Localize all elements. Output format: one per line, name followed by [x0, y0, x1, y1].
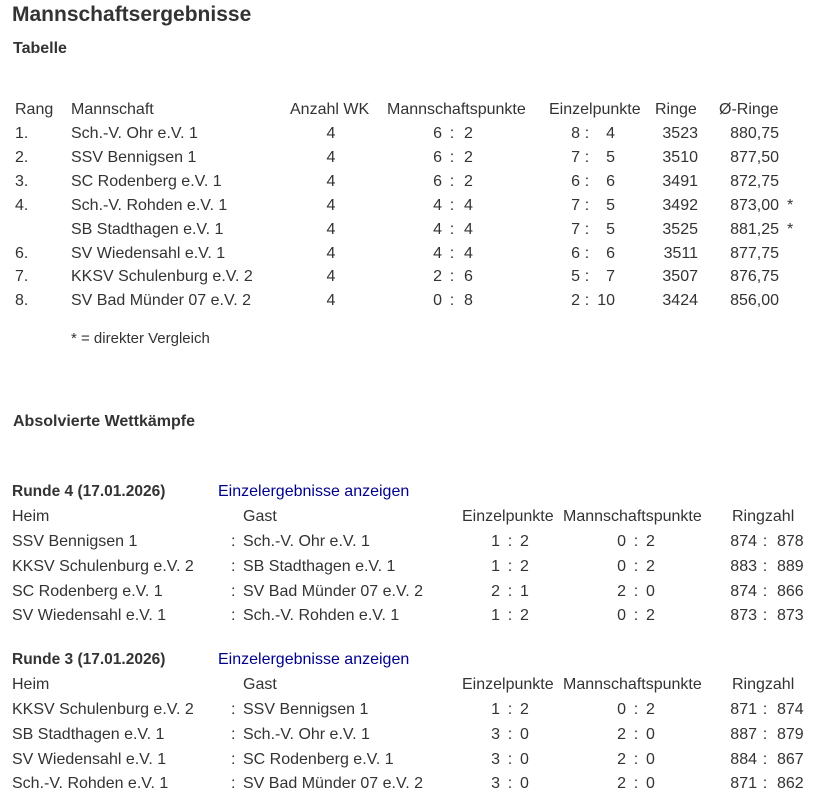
match-mp-away: 0 — [646, 775, 655, 793]
match-mp-sep: : — [633, 725, 639, 743]
standings-wk: 4 — [326, 292, 336, 310]
match-ep-home: 1 — [491, 557, 500, 575]
col-header-avg-ringe: Ø-Ringe — [719, 101, 779, 118]
standings-mp-home: 0 — [433, 292, 442, 310]
match-team-sep: : — [231, 701, 236, 718]
standings-mp-home: 6 — [433, 148, 442, 166]
standings-mp-away: 6 — [464, 268, 473, 286]
match-ep-away: 2 — [520, 607, 529, 625]
standings-ringe: 3507 — [662, 268, 698, 286]
col-header-ringzahl: Ringzahl — [732, 676, 795, 693]
standings-ep-home: 6 — [571, 244, 580, 262]
standings-mp-sep: : — [449, 125, 455, 142]
standings-team: SB Stadthagen e.V. 1 — [71, 220, 224, 238]
page-title: Mannschaftsergebnisse — [12, 3, 252, 26]
match-ep-home: 2 — [491, 582, 500, 600]
match-ep-sep: : — [507, 750, 513, 768]
standings-wk: 4 — [326, 244, 336, 262]
standings-ep-away: 7 — [606, 268, 615, 286]
standings-mp-sep: : — [449, 196, 455, 214]
match-rings-sep: : — [762, 557, 768, 575]
match-rings-away: 862 — [777, 775, 804, 793]
standings-mp-away: 4 — [464, 196, 473, 214]
standings-ep-sep: : — [584, 196, 590, 214]
standings-mark: * — [787, 220, 794, 238]
match-rings-sep: : — [762, 533, 768, 550]
standings-team: KKSV Schulenburg e.V. 2 — [71, 268, 253, 286]
match-mp-sep: : — [633, 775, 639, 793]
match-team-sep: : — [231, 533, 236, 550]
standings-wk: 4 — [326, 268, 336, 286]
match-home-team: KKSV Schulenburg e.V. 2 — [12, 701, 194, 718]
standings-team: SSV Bennigsen 1 — [71, 148, 197, 166]
standings-mp-home: 2 — [433, 268, 442, 286]
match-mp-away: 0 — [646, 582, 655, 600]
match-guest-team: SV Bad Münder 07 e.V. 2 — [243, 582, 423, 600]
table-section-title: Tabelle — [13, 40, 67, 57]
standings-ep-away: 5 — [606, 196, 615, 214]
col-header-einzelpunkte: Einzelpunkte — [462, 508, 554, 525]
match-guest-team: SB Stadthagen e.V. 1 — [243, 557, 396, 575]
match-ep-home: 1 — [491, 533, 500, 550]
match-guest-team: SC Rodenberg e.V. 1 — [243, 750, 394, 768]
standings-ep-home: 8 — [571, 125, 580, 142]
standings-team: Sch.-V. Rohden e.V. 1 — [71, 196, 228, 214]
standings-ringe: 3491 — [662, 172, 698, 190]
standings-wk: 4 — [326, 196, 336, 214]
match-guest-team: Sch.-V. Ohr e.V. 1 — [243, 533, 370, 550]
standings-ringe: 3424 — [662, 292, 698, 310]
col-header-gast: Gast — [243, 676, 277, 693]
match-rings-away: 873 — [777, 607, 804, 625]
standings-rank: 8. — [15, 292, 29, 310]
match-ep-away: 0 — [520, 750, 529, 768]
match-home-team: SB Stadthagen e.V. 1 — [12, 725, 165, 743]
match-guest-team: Sch.-V. Rohden e.V. 1 — [243, 607, 400, 625]
col-header-mannschaftspunkte: Mannschaftspunkte — [563, 508, 702, 525]
standings-wk: 4 — [326, 148, 336, 166]
standings-mp-sep: : — [449, 220, 455, 238]
match-ep-home: 3 — [491, 750, 500, 768]
match-mp-sep: : — [633, 533, 639, 550]
standings-avg-ringe: 873,00 — [730, 196, 779, 214]
completed-section-title: Absolvierte Wettkämpfe — [13, 413, 195, 430]
standings-mp-away: 4 — [464, 244, 473, 262]
col-header-mannschaftspunkte: Mannschaftspunkte — [387, 101, 526, 118]
col-header-gast: Gast — [243, 508, 277, 525]
standings-ep-home: 6 — [571, 172, 580, 190]
show-single-results-link[interactable]: Einzelergebnisse anzeigen — [218, 483, 410, 500]
match-team-sep: : — [231, 557, 236, 575]
standings-ep-sep: : — [584, 268, 590, 286]
match-ep-sep: : — [507, 701, 513, 718]
match-ep-home: 1 — [491, 607, 500, 625]
col-header-heim: Heim — [12, 508, 50, 525]
col-header-mannschaft: Mannschaft — [71, 101, 154, 118]
standings-rank: 4. — [15, 196, 29, 214]
standings-ep-away: 6 — [606, 172, 615, 190]
match-team-sep: : — [231, 582, 236, 600]
match-ep-sep: : — [507, 607, 513, 625]
standings-ep-home: 7 — [571, 148, 580, 166]
match-rings-home: 871 — [730, 775, 757, 793]
match-rings-home: 884 — [730, 750, 757, 768]
show-single-results-link[interactable]: Einzelergebnisse anzeigen — [218, 651, 410, 668]
match-ep-home: 1 — [491, 701, 500, 718]
match-mp-away: 0 — [646, 725, 655, 743]
match-ep-sep: : — [507, 582, 513, 600]
match-ep-home: 3 — [491, 775, 500, 793]
standings-ep-sep: : — [584, 220, 590, 238]
col-header-mannschaftspunkte: Mannschaftspunkte — [563, 676, 702, 693]
standings-avg-ringe: 880,75 — [730, 125, 779, 142]
match-ep-away: 1 — [520, 582, 529, 600]
standings-mp-sep: : — [449, 244, 455, 262]
standings-ringe: 3492 — [662, 196, 698, 214]
standings-mp-sep: : — [449, 148, 455, 166]
standings-wk: 4 — [326, 125, 336, 142]
match-mp-sep: : — [633, 750, 639, 768]
col-header-ringzahl: Ringzahl — [732, 508, 795, 525]
match-team-sep: : — [231, 607, 236, 625]
col-header-rang: Rang — [15, 101, 54, 118]
standings-rank: 2. — [15, 148, 29, 166]
col-header-anzahl-wk: Anzahl WK — [290, 101, 370, 118]
match-guest-team: Sch.-V. Ohr e.V. 1 — [243, 725, 370, 743]
match-home-team: SV Wiedensahl e.V. 1 — [12, 750, 167, 768]
match-mp-home: 2 — [617, 750, 626, 768]
match-mp-sep: : — [633, 607, 639, 625]
standings-ep-sep: : — [584, 125, 590, 142]
standings-wk: 4 — [326, 220, 336, 238]
col-header-einzelpunkte: Einzelpunkte — [462, 676, 554, 693]
match-mp-away: 2 — [646, 607, 655, 625]
round-title: Runde 3 (17.01.2026) — [12, 651, 166, 668]
standings-ep-home: 7 — [571, 220, 580, 238]
standings-mp-away: 2 — [464, 148, 473, 166]
round-title: Runde 4 (17.01.2026) — [12, 483, 166, 500]
standings-avg-ringe: 876,75 — [730, 268, 779, 286]
standings-team: SV Wiedensahl e.V. 1 — [71, 244, 226, 262]
standings-rank: 7. — [15, 268, 29, 286]
standings-mp-away: 8 — [464, 292, 473, 310]
standings-avg-ringe: 881,25 — [730, 220, 779, 238]
standings-mp-sep: : — [449, 292, 455, 310]
standings-mp-sep: : — [449, 172, 455, 190]
match-rings-away: 866 — [777, 582, 804, 600]
match-home-team: SC Rodenberg e.V. 1 — [12, 582, 163, 600]
standings-mp-home: 6 — [433, 125, 442, 142]
match-home-team: SSV Bennigsen 1 — [12, 533, 138, 550]
standings-team: SC Rodenberg e.V. 1 — [71, 172, 222, 190]
standings-rank: 6. — [15, 244, 29, 262]
match-rings-sep: : — [762, 775, 768, 793]
match-rings-away: 878 — [777, 533, 804, 550]
standings-ringe: 3511 — [663, 244, 698, 262]
match-mp-home: 2 — [617, 775, 626, 793]
match-rings-away: 874 — [777, 701, 804, 718]
match-home-team: KKSV Schulenburg e.V. 2 — [12, 557, 194, 575]
match-ep-away: 2 — [520, 533, 529, 550]
col-header-heim: Heim — [12, 676, 50, 693]
standings-ringe: 3523 — [662, 125, 698, 142]
standings-mp-away: 4 — [464, 220, 473, 238]
match-rings-home: 874 — [730, 533, 757, 550]
match-rings-sep: : — [762, 750, 768, 768]
standings-team: SV Bad Münder 07 e.V. 2 — [71, 292, 251, 310]
match-ep-sep: : — [507, 725, 513, 743]
standings-ep-away: 5 — [606, 220, 615, 238]
match-rings-away: 889 — [777, 557, 804, 575]
match-ep-home: 3 — [491, 725, 500, 743]
match-mp-home: 0 — [617, 557, 626, 575]
match-home-team: SV Wiedensahl e.V. 1 — [12, 607, 167, 625]
match-mp-away: 2 — [646, 701, 655, 718]
standings-wk: 4 — [326, 172, 336, 190]
standings-mp-home: 6 — [433, 172, 442, 190]
standings-avg-ringe: 877,75 — [730, 244, 779, 262]
col-header-einzelpunkte: Einzelpunkte — [549, 101, 641, 118]
match-rings-home: 871 — [730, 701, 757, 718]
standings-mp-home: 4 — [433, 196, 442, 214]
match-rings-home: 874 — [730, 582, 757, 600]
match-rings-sep: : — [762, 725, 768, 743]
match-mp-home: 0 — [617, 701, 626, 718]
match-rings-away: 879 — [777, 725, 804, 743]
match-mp-away: 2 — [646, 533, 655, 550]
match-rings-home: 883 — [730, 557, 757, 575]
standings-ep-away: 10 — [597, 292, 615, 310]
match-ep-away: 0 — [520, 725, 529, 743]
standings-mp-sep: : — [449, 268, 455, 286]
match-ep-away: 2 — [520, 557, 529, 575]
match-mp-away: 2 — [646, 557, 655, 575]
standings-ringe: 3525 — [662, 220, 698, 238]
standings-mp-home: 4 — [433, 220, 442, 238]
match-ep-sep: : — [507, 557, 513, 575]
match-rings-home: 873 — [730, 607, 757, 625]
standings-ep-sep: : — [584, 148, 590, 166]
standings-ep-sep: : — [584, 244, 590, 262]
match-ep-sep: : — [507, 775, 513, 793]
match-mp-home: 2 — [617, 582, 626, 600]
standings-ep-home: 7 — [571, 196, 580, 214]
match-guest-team: SV Bad Münder 07 e.V. 2 — [243, 775, 423, 793]
match-mp-home: 0 — [617, 533, 626, 550]
footnote: * = direkter Vergleich — [71, 330, 210, 347]
match-ep-sep: : — [507, 533, 513, 550]
standings-avg-ringe: 872,75 — [730, 172, 779, 190]
match-rings-home: 887 — [730, 725, 757, 743]
match-rings-sep: : — [762, 607, 768, 625]
match-ep-away: 2 — [520, 701, 529, 718]
match-mp-sep: : — [633, 582, 639, 600]
standings-mp-away: 2 — [464, 125, 473, 142]
match-rings-sep: : — [762, 582, 768, 600]
standings-mp-away: 2 — [464, 172, 473, 190]
standings-ep-away: 5 — [606, 148, 615, 166]
standings-ep-sep: : — [584, 292, 590, 310]
match-home-team: Sch.-V. Rohden e.V. 1 — [12, 775, 169, 793]
match-mp-home: 0 — [617, 607, 626, 625]
standings-avg-ringe: 856,00 — [730, 292, 779, 310]
standings-ringe: 3510 — [662, 148, 698, 166]
standings-avg-ringe: 877,50 — [730, 148, 779, 166]
standings-rank: 3. — [15, 172, 29, 190]
standings-mp-home: 4 — [433, 244, 442, 262]
match-mp-sep: : — [633, 557, 639, 575]
match-rings-away: 867 — [777, 750, 804, 768]
match-mp-away: 0 — [646, 750, 655, 768]
match-ep-away: 0 — [520, 775, 529, 793]
match-mp-home: 2 — [617, 725, 626, 743]
standings-rank: 1. — [15, 125, 29, 142]
standings-mark: * — [787, 196, 794, 214]
standings-ep-away: 4 — [606, 125, 615, 142]
match-rings-sep: : — [762, 701, 768, 718]
standings-ep-sep: : — [584, 172, 590, 190]
match-team-sep: : — [231, 750, 236, 768]
col-header-ringe: Ringe — [655, 101, 697, 118]
standings-ep-home: 5 — [571, 268, 580, 286]
standings-ep-away: 6 — [606, 244, 615, 262]
standings-ep-home: 2 — [571, 292, 580, 310]
standings-team: Sch.-V. Ohr e.V. 1 — [71, 125, 198, 142]
match-team-sep: : — [231, 725, 236, 743]
match-team-sep: : — [231, 775, 236, 793]
match-guest-team: SSV Bennigsen 1 — [243, 701, 369, 718]
match-mp-sep: : — [633, 701, 639, 718]
